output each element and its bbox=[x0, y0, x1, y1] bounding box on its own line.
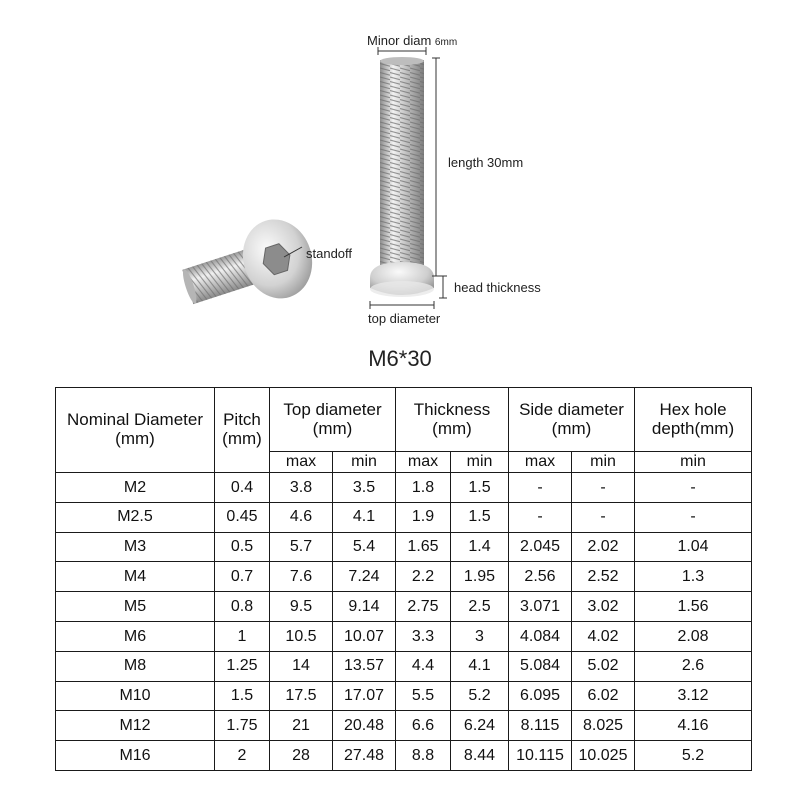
table-cell: 7.6 bbox=[270, 562, 333, 592]
table-cell: 4.16 bbox=[635, 711, 752, 741]
table-cell: 4.084 bbox=[509, 621, 572, 651]
table-cell: 3.02 bbox=[572, 592, 635, 622]
table-cell: M6 bbox=[56, 621, 215, 651]
table-cell: 0.5 bbox=[215, 532, 270, 562]
table-cell: 2 bbox=[215, 741, 270, 771]
header-side-diameter: Side diameter (mm) bbox=[509, 388, 635, 452]
table-cell: M16 bbox=[56, 741, 215, 771]
table-cell: 9.5 bbox=[270, 592, 333, 622]
table-row bbox=[56, 562, 752, 592]
page-title: M6*30 bbox=[368, 346, 432, 371]
table-cell: 10.5 bbox=[270, 621, 333, 651]
table-cell: 1.25 bbox=[215, 651, 270, 681]
table-cell: 4.02 bbox=[572, 621, 635, 651]
table-cell: 2.08 bbox=[635, 621, 752, 651]
table-cell: 10.115 bbox=[509, 741, 572, 771]
table-cell: 1 bbox=[215, 621, 270, 651]
table-cell: 2.56 bbox=[509, 562, 572, 592]
table-cell: 5.2 bbox=[451, 681, 509, 711]
table-cell: 1.4 bbox=[451, 532, 509, 562]
standoff-label: standoff bbox=[306, 246, 353, 261]
table-cell: 1.65 bbox=[396, 532, 451, 562]
table-cell: 5.4 bbox=[333, 532, 396, 562]
header-thickness: Thickness (mm) bbox=[396, 388, 509, 452]
table-cell: 28 bbox=[270, 741, 333, 771]
subheader-cell: min bbox=[635, 452, 752, 473]
table-cell: 0.8 bbox=[215, 592, 270, 622]
table-cell: 10.025 bbox=[572, 741, 635, 771]
vertical-screw bbox=[370, 57, 434, 297]
subheader-cell: min bbox=[572, 452, 635, 473]
table-cell: 3.071 bbox=[509, 592, 572, 622]
specification-table bbox=[55, 387, 752, 771]
table-cell: 4.4 bbox=[396, 651, 451, 681]
table-row bbox=[56, 651, 752, 681]
header-nominal-diameter: Nominal Diameter (mm) bbox=[56, 388, 215, 473]
table-cell: - bbox=[635, 473, 752, 503]
table-cell: - bbox=[509, 502, 572, 532]
table-cell: 6.24 bbox=[451, 711, 509, 741]
angled-screw bbox=[174, 210, 322, 326]
table-cell: M8 bbox=[56, 651, 215, 681]
table-cell: M12 bbox=[56, 711, 215, 741]
table-cell: - bbox=[572, 473, 635, 503]
table-cell: M3 bbox=[56, 532, 215, 562]
head-thickness-label: head thickness bbox=[454, 280, 541, 295]
table-cell: 2.6 bbox=[635, 651, 752, 681]
table-cell: 13.57 bbox=[333, 651, 396, 681]
table-row bbox=[56, 711, 752, 741]
table-cell: 8.44 bbox=[451, 741, 509, 771]
table-cell: 2.045 bbox=[509, 532, 572, 562]
table-cell: 6.095 bbox=[509, 681, 572, 711]
table-cell: 7.24 bbox=[333, 562, 396, 592]
table-cell: 17.07 bbox=[333, 681, 396, 711]
table-cell: 2.2 bbox=[396, 562, 451, 592]
table-cell: 5.7 bbox=[270, 532, 333, 562]
table-cell: - bbox=[635, 502, 752, 532]
table-cell: 1.8 bbox=[396, 473, 451, 503]
subheader-cell: min bbox=[451, 452, 509, 473]
table-cell: 1.56 bbox=[635, 592, 752, 622]
table-row bbox=[56, 681, 752, 711]
table-cell: 6.6 bbox=[396, 711, 451, 741]
table-cell: 8.115 bbox=[509, 711, 572, 741]
table-cell: 2.02 bbox=[572, 532, 635, 562]
table-cell: 1.5 bbox=[451, 502, 509, 532]
table-cell: 5.084 bbox=[509, 651, 572, 681]
screw-illustration bbox=[0, 0, 800, 340]
table-cell: 1.75 bbox=[215, 711, 270, 741]
table-cell: 3.8 bbox=[270, 473, 333, 503]
table-cell: 27.48 bbox=[333, 741, 396, 771]
subheader-cell: max bbox=[270, 452, 333, 473]
table-cell: 1.04 bbox=[635, 532, 752, 562]
header-top-diameter: Top diameter (mm) bbox=[270, 388, 396, 452]
table-cell: - bbox=[509, 473, 572, 503]
table-cell: 2.75 bbox=[396, 592, 451, 622]
length-label: length 30mm bbox=[448, 155, 524, 170]
table-row bbox=[56, 621, 752, 651]
table-cell: 1.95 bbox=[451, 562, 509, 592]
table-cell: 20.48 bbox=[333, 711, 396, 741]
table-cell: 3.12 bbox=[635, 681, 752, 711]
table-cell: 3.3 bbox=[396, 621, 451, 651]
table-cell: 8.8 bbox=[396, 741, 451, 771]
table-cell: 10.07 bbox=[333, 621, 396, 651]
table-cell: 2.5 bbox=[451, 592, 509, 622]
table-header-row bbox=[56, 388, 752, 452]
table-cell: 0.45 bbox=[215, 502, 270, 532]
table-cell: M2.5 bbox=[56, 502, 215, 532]
table-cell: 1.3 bbox=[635, 562, 752, 592]
table-cell: M10 bbox=[56, 681, 215, 711]
table-row bbox=[56, 592, 752, 622]
subheader-cell: min bbox=[333, 452, 396, 473]
table-cell: 17.5 bbox=[270, 681, 333, 711]
table-cell: - bbox=[572, 502, 635, 532]
table-cell: 2.52 bbox=[572, 562, 635, 592]
table-cell: 9.14 bbox=[333, 592, 396, 622]
table-row bbox=[56, 473, 752, 503]
product-figure bbox=[0, 0, 800, 340]
minor-diam-label: Minor diam 6mm bbox=[367, 33, 458, 48]
table-cell: 0.4 bbox=[215, 473, 270, 503]
table-cell: 4.6 bbox=[270, 502, 333, 532]
table-cell: M5 bbox=[56, 592, 215, 622]
subheader-cell: max bbox=[396, 452, 451, 473]
table-cell: 14 bbox=[270, 651, 333, 681]
table-cell: 3 bbox=[451, 621, 509, 651]
table-cell: 1.9 bbox=[396, 502, 451, 532]
table-cell: 1.5 bbox=[451, 473, 509, 503]
table-cell: 5.5 bbox=[396, 681, 451, 711]
top-diameter-label: top diameter bbox=[368, 311, 441, 326]
header-hex-hole-depth: Hex hole depth(mm) bbox=[635, 388, 752, 452]
table-cell: M4 bbox=[56, 562, 215, 592]
table-cell: 5.2 bbox=[635, 741, 752, 771]
table-cell: 8.025 bbox=[572, 711, 635, 741]
table-cell: 21 bbox=[270, 711, 333, 741]
table-cell: 3.5 bbox=[333, 473, 396, 503]
table-cell: M2 bbox=[56, 473, 215, 503]
table-row bbox=[56, 532, 752, 562]
table-body bbox=[56, 473, 752, 771]
table-row bbox=[56, 741, 752, 771]
subheader-cell: max bbox=[509, 452, 572, 473]
table-row bbox=[56, 502, 752, 532]
table-cell: 4.1 bbox=[451, 651, 509, 681]
table-cell: 4.1 bbox=[333, 502, 396, 532]
table-cell: 5.02 bbox=[572, 651, 635, 681]
header-pitch: Pitch (mm) bbox=[215, 388, 270, 473]
table-cell: 6.02 bbox=[572, 681, 635, 711]
table-cell: 1.5 bbox=[215, 681, 270, 711]
table-cell: 0.7 bbox=[215, 562, 270, 592]
